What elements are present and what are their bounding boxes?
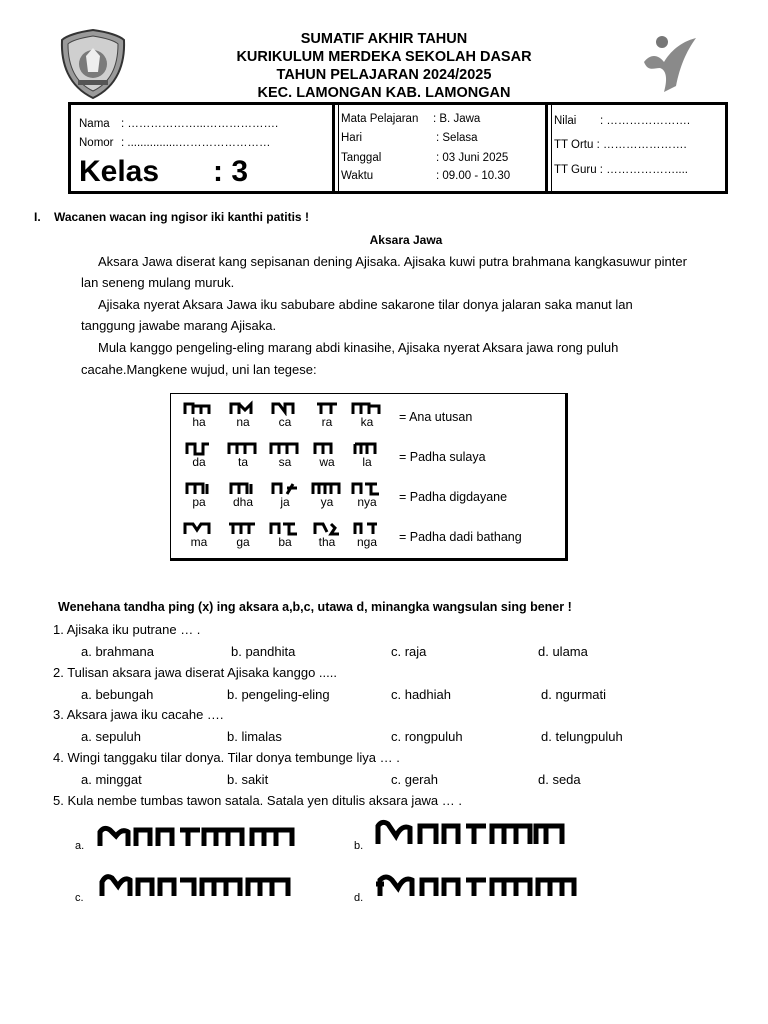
aksara-jawa-table [170,393,568,561]
aksara-latin: sa [278,455,292,469]
aksara-glyph-icon [347,480,387,496]
question-3: 3. Aksara jawa iku cacahe …. [53,707,224,722]
aksara-latin: la [362,455,372,469]
aksara-latin: pa [192,495,206,509]
reading-title: Aksara Jawa [369,233,443,247]
q3-option-d[interactable]: d. telungpuluh [541,729,623,744]
aksara-glyph-icon [265,400,305,416]
aksara-glyph-icon [179,480,219,496]
section-number: I. [34,210,41,224]
question-5: 5. Kula nembe tumbas tawon satala. Satala yen ditulis aksara jawa … . [53,793,462,808]
aksara-latin: ba [278,535,292,549]
nama-label: Nama [79,118,110,130]
aksara-row-1 [171,400,565,440]
nilai-field[interactable]: : …………………. [600,115,691,127]
aksara-row-3 [171,480,565,520]
q2-option-d[interactable]: d. ngurmati [541,687,607,702]
aksara-latin: nya [357,495,377,509]
nama-field[interactable]: : ………………...………………. [121,118,279,130]
question-4: 4. Wingi tanggaku tilar donya. Tilar donya tembunge liya … . [53,750,400,765]
waktu-value: : 09.00 - 10.30 [436,170,511,182]
aksara-cell [265,520,305,549]
aksara-glyph-icon [223,400,263,416]
aksara-glyph-icon [223,440,263,456]
aksara-cell [223,400,263,429]
tt-guru-field[interactable]: TT Guru : ……………….... [554,164,688,176]
aksara-cell [307,400,347,429]
q5-option-d-aksara-icon[interactable] [374,870,578,900]
tanggal-value: : 03 Juni 2025 [436,152,509,164]
aksara-latin: ra [321,415,333,429]
paragraph-3b: cacahe.Mangkene wujud, uni lan tegese: [81,362,317,377]
multiple-choice-instruction: Wenehana tandha ping (x) ing aksara a,b,c, utawa d, minangka wangsulan sing bener ! [58,600,572,614]
aksara-row-4 [171,520,565,560]
aksara-cell [223,440,263,469]
aksara-latin: ya [320,495,334,509]
aksara-cell [223,520,263,549]
aksara-cell [347,440,387,469]
aksara-glyph-icon [179,520,219,536]
aksara-glyph-icon [265,440,305,456]
kelas-value: : 3 [213,155,249,188]
aksara-glyph-icon [307,440,347,456]
paragraph-2a: Ajisaka nyerat Aksara Jawa iku sabubare abdine sakarone tilar donya jalaran saka manut lan [98,297,633,312]
aksara-meaning: = Padha digdayane [399,490,508,504]
aksara-cell [265,400,305,429]
q3-option-b[interactable]: b. limalas [227,729,282,744]
aksara-cell [307,480,347,509]
aksara-cell [265,480,305,509]
aksara-glyph-icon [347,440,387,456]
q5-option-b-aksara-icon[interactable] [374,816,568,850]
aksara-cell [179,520,219,549]
aksara-glyph-icon [179,440,219,456]
question-1: 1. Ajisaka iku putrane … . [53,622,201,637]
aksara-cell [307,440,347,469]
q1-option-b[interactable]: b. pandhita [231,644,296,659]
aksara-meaning: = Padha sulaya [399,450,486,464]
q1-option-a[interactable]: a. brahmana [81,644,154,659]
waktu-label: Waktu [341,170,374,182]
aksara-latin: da [192,455,206,469]
header-line-3: TAHUN PELAJARAN 2024/2025 [276,67,492,83]
aksara-latin: ja [280,495,290,509]
q4-option-c[interactable]: c. gerah [391,772,438,787]
aksara-meaning: = Padha dadi bathang [399,530,522,544]
q5-option-a-aksara-icon[interactable] [96,822,306,850]
aksara-cell [347,480,387,509]
q3-option-c[interactable]: c. rongpuluh [391,729,463,744]
aksara-meaning: = Ana utusan [399,410,473,424]
q1-option-d[interactable]: d. ulama [538,644,588,659]
aksara-glyph-icon [223,480,263,496]
header-line-2: KURIKULUM MERDEKA SEKOLAH DASAR [236,49,532,65]
kelas-label: Kelas [79,155,160,188]
paragraph-1b: lan seneng mulang muruk. [81,275,235,290]
aksara-cell [347,520,387,549]
tanggal-label: Tanggal [341,152,382,164]
aksara-cell [179,400,219,429]
aksara-glyph-icon [347,520,387,536]
q4-option-b[interactable]: b. sakit [227,772,269,787]
aksara-latin: tha [318,535,336,549]
aksara-glyph-icon [307,480,347,496]
aksara-latin: ha [192,415,206,429]
paragraph-3a: Mula kanggo pengeling-eling marang abdi kinasihe, Ajisaka nyerat Aksara jawa rong puluh [98,340,619,355]
q3-option-a[interactable]: a. sepuluh [81,729,141,744]
q5-option-d[interactable]: d. [354,892,364,904]
q5-option-c-aksara-icon[interactable] [98,870,298,900]
aksara-glyph-icon [307,520,347,536]
aksara-latin: ka [360,415,374,429]
aksara-cell [179,480,219,509]
nomor-field[interactable]: : ................…………………… [121,137,271,149]
hari-value: : Selasa [436,132,478,144]
paragraph-1a: Aksara Jawa diserat kang sepisanan dening Ajisaka. Ajisaka kuwi putra brahmana kangkasuwur pinter [98,254,687,269]
aksara-cell [307,520,347,549]
q4-option-d[interactable]: d. seda [538,772,581,787]
identity-column [71,105,329,191]
aksara-glyph-icon [347,400,387,416]
aksara-latin: dha [232,495,254,509]
aksara-latin: wa [319,455,335,469]
section-instruction: Wacanen wacan ing ngisor iki kanthi patitis ! [54,210,309,224]
mapel-label: Mata Pelajaran [341,113,419,125]
hari-label: Hari [341,132,363,144]
nomor-label: Nomor [79,137,114,149]
aksara-row-2 [171,440,565,480]
aksara-glyph-icon [265,480,305,496]
aksara-latin: ga [236,535,250,549]
q1-option-c[interactable]: c. raja [391,644,427,659]
tt-ortu-field[interactable]: TT Ortu : …………………. [554,139,687,151]
aksara-glyph-icon [307,400,347,416]
aksara-glyph-icon [223,520,263,536]
header-line-1: SUMATIF AKHIR TAHUN [300,31,468,47]
question-2: 2. Tulisan aksara jawa diserat Ajisaka kanggo ..... [53,665,337,680]
aksara-latin: nga [356,535,378,549]
aksara-glyph-icon [179,400,219,416]
aksara-latin: ca [278,415,292,429]
aksara-glyph-icon [265,520,305,536]
subject-column [332,105,545,191]
aksara-latin: ta [237,455,248,469]
paragraph-2b: tanggung jawabe marang Ajisaka. [81,318,277,333]
aksara-latin: ma [190,535,208,549]
mapel-value: : B. Jawa [433,113,481,125]
nilai-label: Nilai [554,115,577,127]
aksara-cell [179,440,219,469]
signature-column [545,105,728,191]
aksara-cell [265,440,305,469]
q2-option-b[interactable]: b. pengeling-eling [227,687,330,702]
header-line-4: KEC. LAMONGAN KAB. LAMONGAN [257,85,511,101]
student-info-box [68,102,728,194]
aksara-cell [347,400,387,429]
aksara-cell [223,480,263,509]
q4-option-a[interactable]: a. minggat [81,772,142,787]
q5-option-c[interactable]: c. [75,892,84,904]
q2-option-c[interactable]: c. hadhiah [391,687,451,702]
q2-option-a[interactable]: a. bebungah [81,687,154,702]
aksara-latin: na [236,415,250,429]
q5-option-b[interactable]: b. [354,840,364,852]
q5-option-a[interactable]: a. [75,840,85,852]
